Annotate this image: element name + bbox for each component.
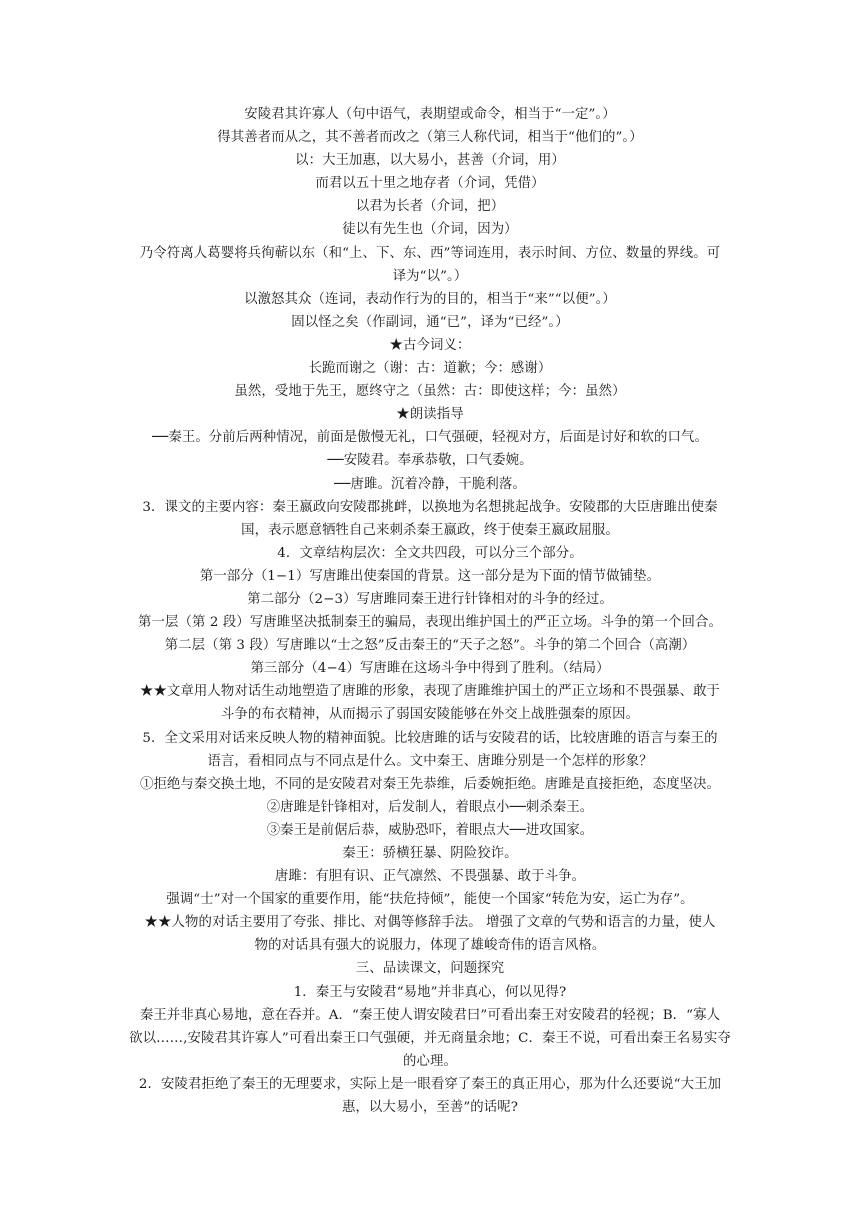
text-line: 第二部分（2−3）写唐雎同秦王进行针锋相对的斗争的经过。 bbox=[247, 591, 613, 607]
text-line: ★★人物的对话主要用了夸张、排比、对偶等修辞手法。 增强了文章的气势和语言的力量，使人 bbox=[144, 915, 716, 931]
text-line: 4．文章结构层次：全文共四段，可以分三个部分。 bbox=[277, 545, 583, 561]
text-line: 安陵君其许寡人（句中语气，表期望或命令，相当于“一定”。） bbox=[244, 107, 616, 122]
text-line: 徒以有先生也（介词，因为） bbox=[342, 222, 518, 238]
section-heading: ★古今词义： bbox=[389, 337, 471, 353]
text-line: 以：大王加惠，以大易小，甚善（介词，用） bbox=[295, 153, 565, 169]
text-line: 乃令符离人葛婴将兵徇蕲以东（和“上、下、东、西”等词连用，表示时间、方位、数量的界线。可 bbox=[139, 245, 721, 261]
text-line: 第一部分（1−1）写唐雎出使秦国的背景。这一部分是为下面的情节做铺垫。 bbox=[199, 568, 661, 584]
text-line: ①拒绝与秦交换土地，不同的是安陵君对秦王先恭维，后委婉拒绝。唐雎是直接拒绝，态度坚决。 bbox=[139, 776, 721, 792]
text-line: 固以怪之矣（作副词，通“已”，译为“已经”。） bbox=[291, 314, 569, 330]
text-line: 国，表示愿意牺牲自己来刺杀秦王嬴政，终于使秦王嬴政屈服。 bbox=[241, 522, 619, 538]
text-line: 物的对话具有强大的说服力，体现了雄峻奇伟的语言风格。 bbox=[254, 938, 606, 954]
text-line: 强调“士”对一个国家的重要作用，能“扶危持倾”，能使一个国家“转危为安，运亡为存”。 bbox=[166, 892, 694, 908]
section-heading: ★朗读指导 bbox=[396, 407, 464, 423]
text-line: 唐雎：有胆有识、正气凛然、不畏强暴、敢于斗争。 bbox=[274, 869, 586, 885]
text-line: 译为“以”。） bbox=[392, 268, 468, 284]
text-line: 以君为长者（介词，把） bbox=[355, 199, 505, 215]
text-line: 3．课文的主要内容：秦王嬴政向安陵郡挑衅，以换地为名想挑起战争。安陵郡的大臣唐雎出使秦 bbox=[142, 499, 718, 515]
text-line: 语言，看相同点与不同点是什么。文中秦王、唐雎分别是一个怎样的形象？ bbox=[207, 753, 653, 769]
text-line: ③秦王是前倨后恭，威胁恐吓，着眼点大──进攻国家。 bbox=[266, 822, 594, 838]
question-line: 惠，以大易小，至善”的话呢? bbox=[341, 1100, 519, 1116]
text-line: ──秦王。分前后两种情况，前面是傲慢无礼，口气强硬，轻视对方，后面是讨好和软的口气。 bbox=[152, 430, 708, 446]
text-line: 欲以……,安陵君其许寡人”可看出秦王口气强硬，并无商量余地；C．秦王不说，可看出秦王名易实夺 bbox=[129, 1030, 731, 1046]
text-line: 得其善者而从之，其不善者而改之（第三人称代词，相当于“他们的”。） bbox=[217, 130, 643, 146]
text-line: 长跪而谢之（谢：古：道歉；今：感谢） bbox=[308, 361, 552, 377]
section-heading: 三、品读课文，问题探究 bbox=[355, 961, 505, 977]
text-line: 的心理。 bbox=[403, 1053, 457, 1069]
text-line: 而君以五十里之地存者（介词，凭借） bbox=[315, 176, 545, 192]
text-line: 以激怒其众（连词，表动作行为的目的，相当于“来”“以便”。） bbox=[244, 291, 616, 307]
text-line: 第二层（第 3 段）写唐雎以“士之怒”反击秦王的“天子之怒”。斗争的第二个回合（高潮） bbox=[164, 638, 696, 654]
document-body bbox=[100, 103, 760, 1119]
text-line: 秦王并非真心易地，意在吞并。A．“秦王使人谓安陵君曰”可看出秦王对安陵君的轻视；B．“寡人 bbox=[139, 1007, 721, 1023]
text-line: 第一层（第 2 段）写唐雎坚决抵制秦王的骗局，表现出维护国土的严正立场。斗争的第一个回合。 bbox=[138, 615, 722, 631]
text-line: 第三部分（4−4）写唐雎在这场斗争中得到了胜利。（结局） bbox=[250, 661, 610, 677]
question-line: 2．安陵君拒绝了秦王的无理要求，实际上是一眼看穿了秦王的真正用心，那为什么还要说“大王加 bbox=[138, 1076, 722, 1092]
text-line: ──唐雎。沉着冷静，干脆利落。 bbox=[334, 476, 526, 492]
text-line: 虽然，受地于先王，愿终守之（虽然：古：即使这样；今：虽然） bbox=[234, 384, 626, 400]
text-line: ──安陵君。奉承恭敬，口气委婉。 bbox=[327, 453, 533, 469]
text-line: 斗争的布衣精神，从而揭示了弱国安陵能够在外交上战胜强秦的原因。 bbox=[220, 707, 640, 723]
text-line: 秦王：骄横狂暴、阴险狡诈。 bbox=[342, 846, 518, 861]
text-line: 5．全文采用对话来反映人物的精神面貌。比较唐雎的话与安陵君的话，比较唐雎的语言与秦王的 bbox=[142, 730, 718, 746]
question-line: 1．秦王与安陵君“易地”并非真心，何以见得? bbox=[293, 984, 567, 1000]
text-line: ★★文章用人物对话生动地塑造了唐雎的形象，表现了唐雎维护国土的严正立场和不畏强暴、敢于 bbox=[139, 684, 721, 700]
text-line: ②唐雎是针锋相对，后发制人，着眼点小──刺杀秦王。 bbox=[266, 799, 594, 815]
